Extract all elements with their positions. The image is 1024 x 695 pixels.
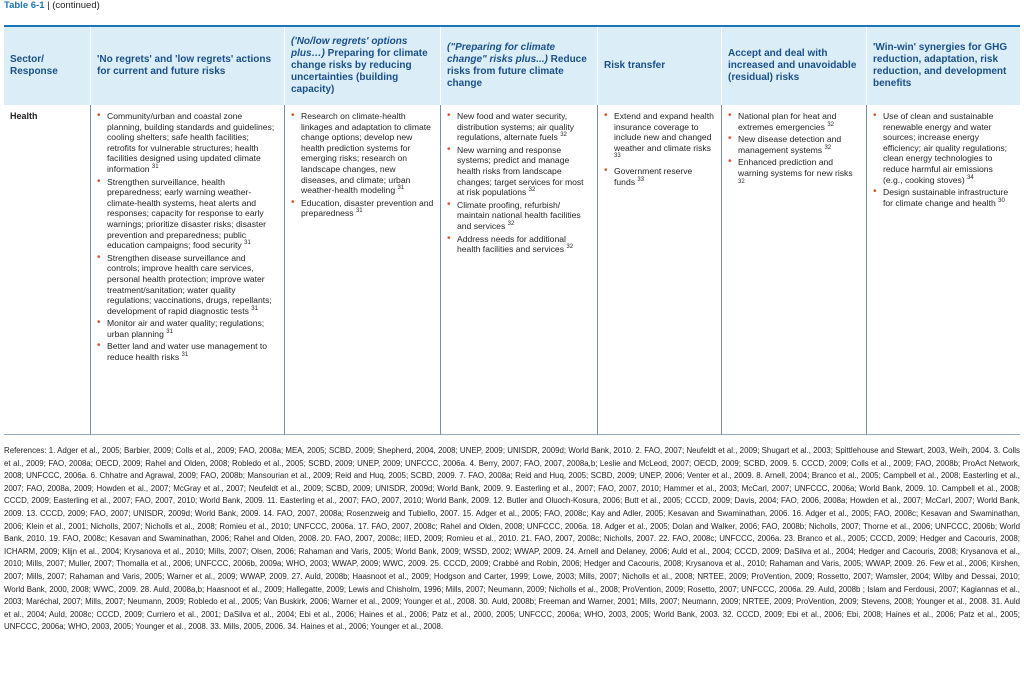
list-item bbox=[728, 111, 860, 132]
reference-number: 32 bbox=[827, 121, 835, 128]
list-item bbox=[873, 111, 1014, 185]
reference-number: 31 bbox=[151, 164, 159, 171]
list-item bbox=[447, 145, 591, 198]
list-item bbox=[291, 111, 434, 196]
list-item bbox=[447, 200, 591, 232]
header-reduce-risks-rest: Reduce risks from future climate change bbox=[447, 54, 587, 89]
list-item-text: Use of clean and sustainable renewable energy and water sources; increase energy efficiency; air quality regulations; clean energy technologies to reduce harmful air emissions (e.g., cooking stoves) bbox=[883, 111, 1008, 185]
risk-transfer-list bbox=[604, 111, 715, 187]
reference-number: 32 bbox=[824, 144, 832, 151]
list-item-text: Strengthen disease surveillance and controls; improve health care services, personal health protection; improve water treatment/sanitation; water quality regulations; vaccinations, drugs, repellants; development of rapid diagnostic tests bbox=[107, 252, 272, 316]
header-no-regrets-text: 'No regrets' and 'low regrets' actions for current and future risks bbox=[97, 54, 271, 77]
header-reduce-risks-text bbox=[447, 42, 591, 90]
reference-number: 32 bbox=[528, 187, 536, 194]
list-item bbox=[728, 134, 860, 155]
cell-reduce-risks bbox=[440, 105, 597, 435]
cell-preparing bbox=[284, 105, 440, 435]
reference-number: 32 bbox=[560, 132, 567, 139]
cell-sector bbox=[4, 105, 90, 435]
reference-number: 31 bbox=[166, 329, 173, 336]
list-item-text: Design sustainable infrastructure for climate change and health bbox=[883, 187, 1009, 208]
list-item-text: Enhanced prediction and warning systems for new risks bbox=[738, 157, 853, 178]
header-risk-transfer-text: Risk transfer bbox=[604, 60, 666, 71]
list-item-text: New disease detection and management systems bbox=[738, 134, 842, 155]
list-item-text: Education, disaster prevention and preparedness bbox=[301, 197, 434, 219]
header-risk-transfer bbox=[597, 27, 721, 105]
reference-number: 32 bbox=[507, 221, 515, 228]
list-item-text: Better land and water use management to reduce health risks bbox=[107, 341, 268, 363]
reference-number: 31 bbox=[355, 208, 363, 215]
header-preparing-text bbox=[291, 36, 434, 96]
list-item-text: Monitor air and water quality; regulations; urban planning bbox=[107, 318, 265, 339]
header-no-regrets bbox=[90, 27, 284, 105]
list-item-text: Extend and expand health insurance coverage to include new and changed weather and climate risks bbox=[614, 111, 714, 153]
header-preparing-rest: Preparing for climate change risks by reducing uncertainties (building capacity) bbox=[291, 48, 428, 95]
cell-no-regrets bbox=[90, 105, 284, 435]
table-row-health bbox=[4, 105, 1020, 435]
list-item bbox=[728, 157, 860, 189]
reference-number: 33 bbox=[614, 153, 621, 160]
header-preparing bbox=[284, 27, 440, 105]
list-item bbox=[447, 234, 591, 255]
list-item bbox=[873, 187, 1014, 208]
list-item-text: Climate proofing, refurbish/ maintain national health facilities and services bbox=[457, 199, 581, 231]
reference-number: 32 bbox=[738, 178, 745, 185]
header-accept-deal bbox=[721, 27, 866, 105]
sector-label: Health bbox=[10, 111, 38, 121]
list-item-text: New food and water security, distribution systems; air quality regulations, alternate fuels bbox=[457, 111, 575, 143]
list-item bbox=[604, 166, 715, 187]
table-header bbox=[4, 27, 1020, 105]
reference-number: 30 bbox=[998, 197, 1005, 204]
header-reduce-risks-italic: ("Preparing for climate change" risks plus...) bbox=[447, 42, 556, 65]
caption-continued: (continued) bbox=[52, 0, 100, 11]
list-item bbox=[447, 111, 591, 143]
list-item-text: Strengthen surveillance, health preparedness; early warning weather-climate-health systems, heat alerts and responses; capacity for response to early warnings; prioritize disaster risks; disaster prevention and preparedness; public education campaigns; food security bbox=[107, 176, 267, 251]
references: References: 1. Adger et al., 2005; Barbier, 2009; Colls et al., 2009; FAO, 2008a; MEA, 2005; SCBD, 2009; Shepherd, 2004, 2008; UNEP, 2009; UNISDR, 2009d; World Bank, 2010. 2. FAO, 2007; Neufeldt et al., 2009; Shugart et al., 2003; Spittlehouse and Stewart, 2003, Weih, 2004. 3. Colls et al., 2009; FAO, 2008a; OECD, 2009; Rahel and Olden, 2008; Robledo et al., 2005; SCBD, 2009; UNEP, 2009; UNFCCC, 2006a. 4. Berry, 2007; FAO, 2007, 2008a,b; Leslie and McLeod, 2007; OECD, 2009; SCBD, 2009. 5. CCCD, 2009; Colls et al., 2009; FAO, 2008b; ProAct Network, 2008; UNFCCC, 2006a. 6. Chhatre and Agrawal, 2009; FAO, 2008b; Mansourian et al., 2009; Reid and Huq, 2005; SCBD, 2009. 7. FAO, 2008a; Reid and Huq, 2005; SCBD, 2009; UNEP, 2006; Venter et al., 2009. 8. Arnell, 2004; Branco et al., 2005; Campbell et al., 2008; Easterling et al., 2007; FAO, 2008a, 2009; Howden et al., 2007; McGray et al., 2007; Neufeldt et al., 2009; SCBD, 2009; UNISDR, 2009d; World Bank, 2009. 9. Easterling et al., 2007; FAO, 2007, 2010; Hammer et al., 2003; McCarl, 2007; UNFCCC, 2006a; World Bank, 2009. 10. Campbell et al., 2008; CCCD, 2009; Easterling et al., 2007; FAO, 2007, 2010; World Bank, 2009. 11. Easterling et al., 2007; FAO, 2007, 2010; World Bank, 2009. 12. Butler and Oluoch-Kosura, 2006; Butt et al., 2005; CCCD, 2009; Davis, 2004; FAO, 2006, 2008a; Howden et al., 2007; McCarl, 2007; World Bank, 2009. 13. CCCD, 2009; FAO, 2007; UNISDR, 2009d; World Bank, 2009. 14. FAO, 2007, 2008a; Rosenzweig and Tubiello, 2007. 15. Adger et al., 2005; FAO, 2008c; Kay and Adler, 2005; Kesavan and Swaminathan, 2006. 16. Adger et al., 2005; FAO, 2008c; Kesavan and Swaminathan, 2006; Klein et al., 2001; Nicholls, 2007; Nicholls et al., 2008; Romieu et al., 2010; UNFCCC, 2006a. 17. FAO, 2007, 2008c; Rahel and Olden, 2008; UNFCCC, 2006a. 18. Adger et al., 2005; Dolan and Walker, 2006; FAO, 2008b; Nicholls, 2007; Thorne et al., 2006; UNFCCC, 2006b; World Bank, 2010. 19. FAO, 2008c; Kesavan and Swaminathan, 2006; Rahel and Olden, 2008. 20. FAO, 2007, 2008c; IIED, 2009; Romieu et al., 2010. 21. FAO, 2007, 2008c; Nicholls, 2007. 22. FAO, 2008c; UNFCCC, 2006a. 23. Branco et al., 2005; CCCD, 2009; Hedger and Cacouris, 2008; ICHARM, 2009; Klijn et al., 2004; Krysanova et al., 2010; Mills, 2007; Olsen, 2006; Rahaman and Varis, 2005; World Bank, 2009; WSSD, 2002; WWAP, 2009. 24. Arnell and Delaney, 2006; Auld et al., 2004; CCCD, 2009; DaSilva et al., 2004; Hedger and Cacouris, 2008; Krysanova et al., 2010; Mills, 2007; Muller, 2007; Thomalla et al., 2006; UNFCCC, 2006b, 2009a; WHO, 2003; WWAP, 2009; WWC, 2009. 25. CCCD, 2009; Crabbé and Robin, 2006; Hedger and Cacouris, 2008; Krysanova et al., 2010; Rahaman and Varis, 2005; WWAP, 2009. 26. Few et al., 2006; Kirshen, 2007; Mills, 2007; Rahaman and Varis, 2005; Warner et al., 2009; WWAP, 2009. 27. Auld, 2008b; Haasnoot et al., 2009; Hodgson and Carter, 1999; Lowe, 2003; Mills, 2007; Nicholls et al., 2008; NRTEE, 2009; ProVention, 2009; Rossetto, 2007; Wamsler, 2004; Wilby and Dessai, 2010; World Bank, 2000, 2008; WWC, 2009. 28. Auld, 2008a,b; Haasnoot et al., 2009; Hallegatte, 2009; Lewis and Chisholm, 1996; Mills, 2007; Neumann, 2009; Nicholls et al., 2008; ProVention, 2009; Rosetto, 2007; UNFCCC, 2006a. 29. Auld, 2008b ; Islam and Ferdousi, 2007; Kagiannas et al., 2003; Maréchal, 2007; Mills, 2007; Neumann, 2009; Robledo et al., 2005; Van Buskirk, 2006; Warner et al., 2009; Younger et al., 2008. 30. Auld, 2008b; Freeman and Warner, 2001; Mills, 2007; Neumann, 2009; NRTEE, 2009; ProVention, 2009; Stevens, 2008; Younger et al., 2008. 31. Auld et al., 2004; Auld, 2008c; CCCD, 2009; Curriero et al., 2001; DaSilva et al., 2004; Ebi et al., 2006; Haines et al., 2006; Patz et al., 2000, 2005; UNFCCC, 2006a; WHO, 2003, 2005; World Bank, 2003. 32. CCCD, 2009; Ebi et al., 2006; Ebi, 2008; Haines et al., 2006; Patz et al., 2005; UNFCCC, 2006a; WHO, 2003, 2005; Younger et al., 2008. 33. Mills, 2005, 2006. 34. Haines et al., 2006; Younger et al., 2008. bbox=[4, 446, 1020, 632]
reference-number: 31 bbox=[397, 185, 405, 192]
no-regrets-list bbox=[97, 111, 278, 363]
header-sector bbox=[4, 27, 90, 105]
list-item bbox=[291, 198, 434, 219]
reference-number: 32 bbox=[566, 244, 574, 251]
list-item-text: New warning and response systems; predict and manage health risks from landscape changes; target services for most at risk populations bbox=[457, 144, 584, 198]
accept-deal-list bbox=[728, 111, 860, 189]
list-item-text: Address needs for additional health facilities and services bbox=[457, 233, 566, 255]
list-item bbox=[97, 318, 278, 339]
header-win-win-text: 'Win-win' synergies for GHG reduction, adaptation, risk reduction, and development benefits bbox=[873, 42, 1008, 89]
reference-number: 31 bbox=[244, 240, 251, 247]
cell-win-win bbox=[866, 105, 1020, 435]
reference-number: 31 bbox=[181, 352, 189, 359]
header-sector-text: Sector/ Response bbox=[10, 54, 58, 77]
caption-separator: | bbox=[47, 0, 50, 11]
table-caption bbox=[4, 0, 100, 14]
header-preparing-italic: ('No/low regrets' options plus…) bbox=[291, 36, 408, 59]
header-reduce-risks bbox=[440, 27, 597, 105]
preparing-list bbox=[291, 111, 434, 219]
reference-number: 34 bbox=[967, 174, 974, 181]
list-item-text: Government reserve funds bbox=[614, 165, 693, 187]
list-item bbox=[97, 253, 278, 317]
list-item bbox=[97, 111, 278, 175]
header-win-win bbox=[866, 27, 1020, 105]
reduce-risks-list bbox=[447, 111, 591, 255]
reference-number: 33 bbox=[637, 176, 645, 183]
reference-number: 31 bbox=[251, 305, 258, 312]
list-item bbox=[604, 111, 715, 164]
cell-risk-transfer bbox=[597, 105, 721, 435]
list-item bbox=[97, 341, 278, 362]
list-item bbox=[97, 177, 278, 251]
table-label: Table 6-1 bbox=[4, 0, 45, 11]
cell-accept-deal bbox=[721, 105, 866, 435]
header-accept-deal-text: Accept and deal with increased and unavoidable (residual) risks bbox=[728, 48, 857, 83]
win-win-list bbox=[873, 111, 1014, 208]
list-item-text: Community/urban and coastal zone planning, building standards and guidelines; cooling shelters; safe health facilities; retrofits for vulnerable structures; health facilities designed using updated climate information bbox=[107, 111, 275, 174]
list-item-text: Research on climate-health linkages and adaptation to climate change options; develop new health prediction systems for emerging risks; research on landscape changes, new diseases, and climate; urban weather-health modeling bbox=[301, 111, 431, 196]
list-item-text: National plan for heat and extremes emergencies bbox=[738, 111, 837, 132]
